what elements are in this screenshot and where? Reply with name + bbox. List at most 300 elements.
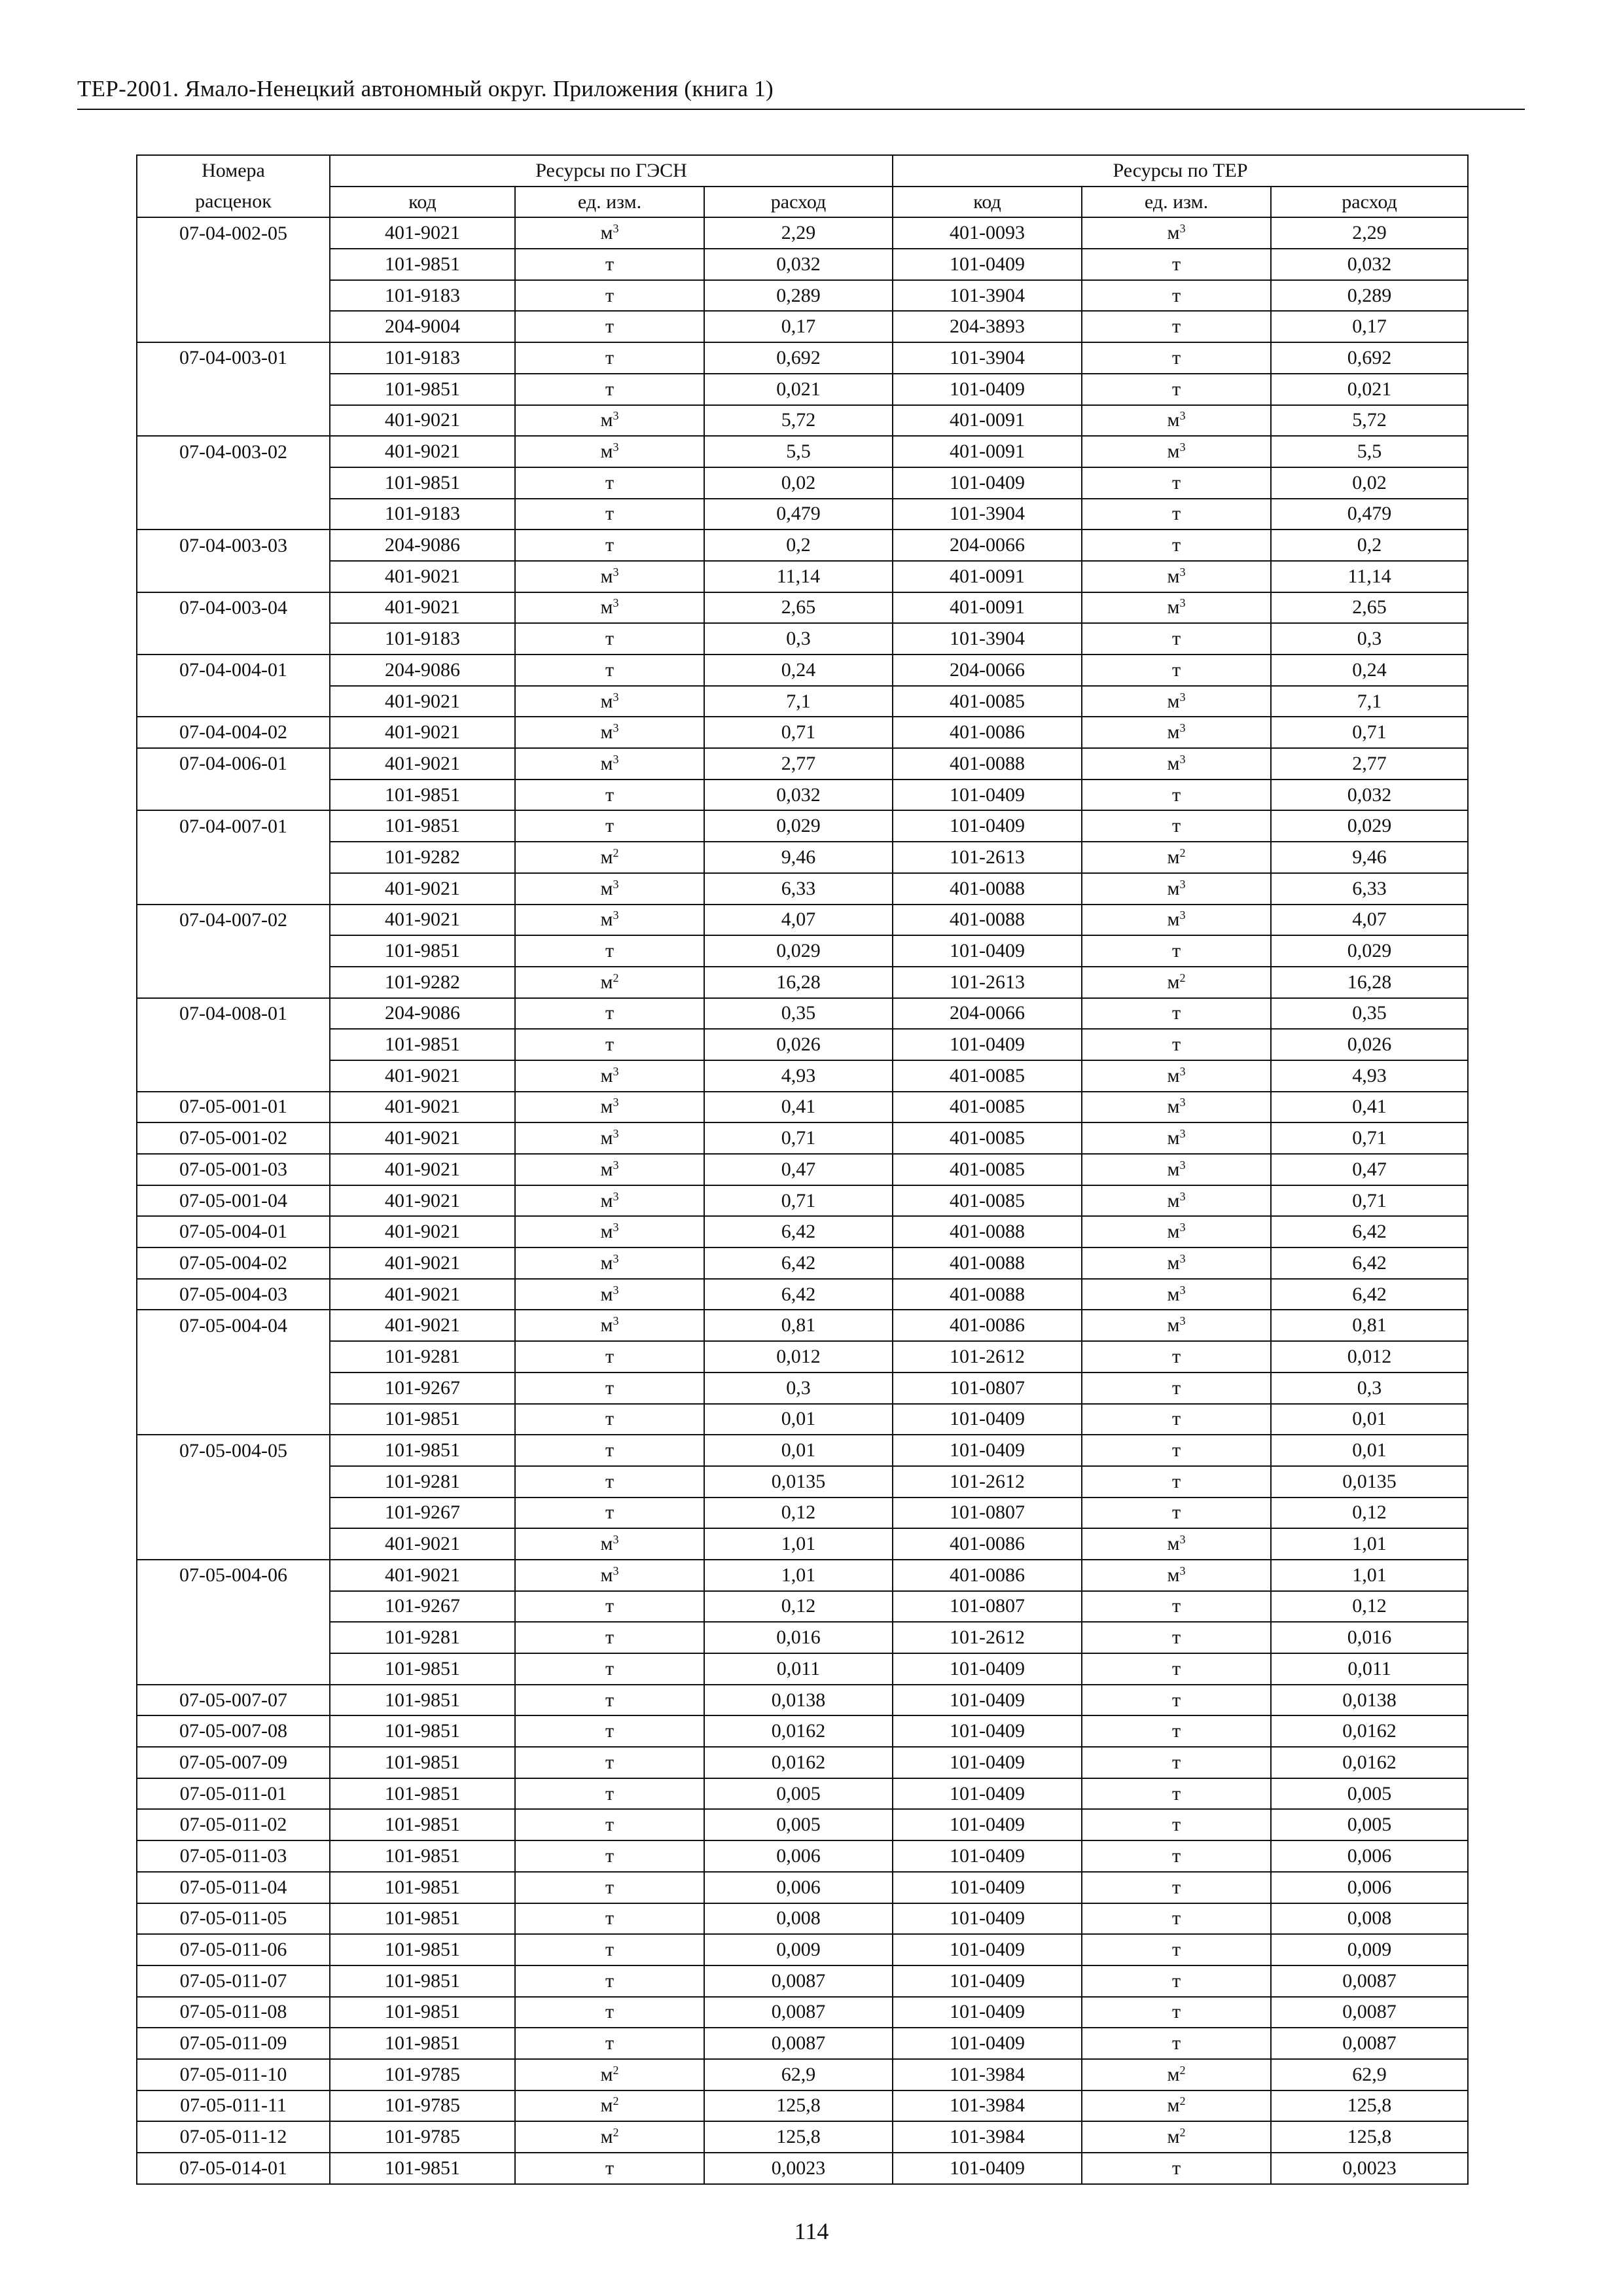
- gesn-amount-cell: 0,005: [704, 1778, 893, 1810]
- ter-unit-cell: т: [1082, 467, 1271, 499]
- table-row: [137, 1872, 1468, 1903]
- gesn-code-cell: 401-9021: [330, 592, 515, 624]
- ter-amount-cell: 0,021: [1271, 374, 1468, 405]
- table-row: [137, 374, 1468, 405]
- ter-code-cell: 401-0091: [893, 561, 1082, 592]
- gesn-unit-cell: т: [515, 623, 704, 655]
- ter-unit-cell: т: [1082, 780, 1271, 811]
- ter-amount-cell: 0,0138: [1271, 1685, 1468, 1716]
- gesn-unit-cell: т: [515, 1404, 704, 1435]
- gesn-unit-cell: т: [515, 1872, 704, 1903]
- gesn-unit-cell: т: [515, 1778, 704, 1810]
- ter-unit-cell: т: [1082, 1715, 1271, 1747]
- ter-code-cell: 101-0409: [893, 249, 1082, 280]
- gesn-amount-cell: 0,12: [704, 1591, 893, 1623]
- ter-code-cell: 101-3984: [893, 2090, 1082, 2122]
- rate-number-cell: [137, 1029, 330, 1060]
- ter-code-cell: 401-0088: [893, 873, 1082, 905]
- gesn-unit-cell: т: [515, 374, 704, 405]
- gesn-unit-cell: т: [515, 1903, 704, 1935]
- gesn-amount-cell: 0,029: [704, 810, 893, 842]
- gesn-unit-cell: т: [515, 1840, 704, 1872]
- ter-unit-cell: т: [1082, 810, 1271, 842]
- ter-unit-cell: $м^2$: [1082, 2059, 1271, 2090]
- ter-amount-cell: 0,41: [1271, 1092, 1468, 1123]
- gesn-code-cell: 204-9086: [330, 998, 515, 1030]
- gesn-amount-cell: 0,005: [704, 1809, 893, 1840]
- table-row: [137, 1185, 1468, 1217]
- gesn-amount-cell: 1,01: [704, 1528, 893, 1560]
- gesn-code-cell: 101-9851: [330, 2153, 515, 2184]
- gesn-code-cell: 401-9021: [330, 1060, 515, 1092]
- ter-code-cell: 101-0409: [893, 1653, 1082, 1685]
- table-row: [137, 342, 1468, 374]
- gesn-amount-cell: 0,35: [704, 998, 893, 1030]
- rate-number-cell: [137, 873, 330, 905]
- ter-amount-cell: 0,47: [1271, 1154, 1468, 1185]
- ter-code-cell: 101-0409: [893, 1997, 1082, 2028]
- gesn-code-cell: 101-9851: [330, 1809, 515, 1840]
- ter-unit-cell: т: [1082, 1997, 1271, 2028]
- gesn-unit-cell: т: [515, 1435, 704, 1466]
- gesn-unit-cell: т: [515, 467, 704, 499]
- table-row: [137, 967, 1468, 998]
- gesn-unit-cell: $м^3$: [515, 561, 704, 592]
- gesn-amount-cell: 1,01: [704, 1560, 893, 1591]
- rate-number-cell: 07-05-004-06: [137, 1560, 330, 1591]
- ter-code-cell: 401-0085: [893, 1092, 1082, 1123]
- ter-unit-cell: т: [1082, 249, 1271, 280]
- gesn-amount-cell: 0,71: [704, 1122, 893, 1154]
- gesn-unit-cell: т: [515, 1715, 704, 1747]
- ter-unit-cell: $м^2$: [1082, 842, 1271, 873]
- gesn-code-cell: 401-9021: [330, 873, 515, 905]
- ter-amount-cell: 62,9: [1271, 2059, 1468, 2090]
- table-row: [137, 1060, 1468, 1092]
- ter-unit-cell: т: [1082, 1965, 1271, 1997]
- gesn-amount-cell: 0,71: [704, 1185, 893, 1217]
- gesn-code-cell: 101-9851: [330, 1747, 515, 1778]
- ter-amount-cell: 11,14: [1271, 561, 1468, 592]
- ter-unit-cell: т: [1082, 1466, 1271, 1498]
- rate-number-cell: 07-05-007-07: [137, 1685, 330, 1716]
- ter-unit-cell: $м^3$: [1082, 717, 1271, 748]
- table-row: [137, 1934, 1468, 1965]
- ter-code-cell: 101-0807: [893, 1591, 1082, 1623]
- ter-amount-cell: 0,24: [1271, 655, 1468, 686]
- gesn-code-cell: 101-9281: [330, 1341, 515, 1372]
- table-row: [137, 1122, 1468, 1154]
- rate-number-cell: [137, 405, 330, 437]
- ter-amount-cell: 1,01: [1271, 1560, 1468, 1591]
- rate-number-cell: 07-05-011-10: [137, 2059, 330, 2090]
- gesn-unit-cell: $м^3$: [515, 686, 704, 717]
- rate-number-cell: [137, 1404, 330, 1435]
- gesn-unit-cell: т: [515, 935, 704, 967]
- gesn-code-cell: 101-9851: [330, 1934, 515, 1965]
- ter-code-cell: 101-0409: [893, 1965, 1082, 1997]
- ter-code-cell: 101-2612: [893, 1341, 1082, 1372]
- ter-code-cell: 101-0409: [893, 1715, 1082, 1747]
- ter-amount-cell: 0,01: [1271, 1435, 1468, 1466]
- ter-amount-cell: 0,12: [1271, 1591, 1468, 1623]
- ter-code-cell: 101-0409: [893, 1435, 1082, 1466]
- ter-code-cell: 401-0088: [893, 1247, 1082, 1279]
- ter-unit-cell: т: [1082, 1372, 1271, 1404]
- ter-amount-cell: 0,71: [1271, 1122, 1468, 1154]
- ter-amount-cell: 16,28: [1271, 967, 1468, 998]
- ter-code-cell: 101-3984: [893, 2059, 1082, 2090]
- ter-code-cell: 101-0409: [893, 810, 1082, 842]
- gesn-code-cell: 401-9021: [330, 1310, 515, 1341]
- gesn-unit-cell: $м^3$: [515, 1310, 704, 1341]
- gesn-code-cell: 101-9851: [330, 467, 515, 499]
- table-row: [137, 405, 1468, 437]
- ter-code-cell: 101-0409: [893, 1404, 1082, 1435]
- gesn-unit-cell: $м^3$: [515, 1247, 704, 1279]
- gesn-amount-cell: 0,011: [704, 1653, 893, 1685]
- gesn-amount-cell: 0,47: [704, 1154, 893, 1185]
- gesn-amount-cell: 0,01: [704, 1435, 893, 1466]
- table-row: [137, 2059, 1468, 2090]
- ter-code-cell: 101-0409: [893, 1872, 1082, 1903]
- table-row: [137, 655, 1468, 686]
- gesn-amount-cell: 6,42: [704, 1216, 893, 1247]
- ter-unit-cell: т: [1082, 529, 1271, 561]
- table-row: [137, 623, 1468, 655]
- ter-unit-cell: т: [1082, 280, 1271, 312]
- gesn-code-cell: 204-9086: [330, 529, 515, 561]
- gesn-unit-cell: $м^2$: [515, 842, 704, 873]
- gesn-unit-cell: т: [515, 499, 704, 530]
- gesn-code-cell: 101-9851: [330, 249, 515, 280]
- gesn-amount-cell: 62,9: [704, 2059, 893, 2090]
- gesn-unit-cell: т: [515, 1466, 704, 1498]
- gesn-amount-cell: 0,008: [704, 1903, 893, 1935]
- table-row: [137, 529, 1468, 561]
- ter-code-cell: 101-0409: [893, 1809, 1082, 1840]
- gesn-code-cell: 401-9021: [330, 1279, 515, 1310]
- ter-amount-cell: 0,0023: [1271, 2153, 1468, 2184]
- ter-amount-cell: 6,42: [1271, 1279, 1468, 1310]
- table-row: [137, 935, 1468, 967]
- ter-amount-cell: 0,71: [1271, 717, 1468, 748]
- gesn-amount-cell: 6,42: [704, 1279, 893, 1310]
- ter-unit-cell: т: [1082, 1778, 1271, 1810]
- ter-amount-cell: 6,42: [1271, 1247, 1468, 1279]
- gesn-unit-cell: т: [515, 1747, 704, 1778]
- gesn-amount-header: расход: [704, 187, 893, 218]
- gesn-amount-cell: 0,021: [704, 374, 893, 405]
- ter-amount-cell: 125,8: [1271, 2090, 1468, 2122]
- ter-unit-cell: $м^3$: [1082, 1247, 1271, 1279]
- ter-amount-cell: 6,42: [1271, 1216, 1468, 1247]
- gesn-unit-cell: $м^3$: [515, 1528, 704, 1560]
- ter-amount-cell: 125,8: [1271, 2121, 1468, 2153]
- gesn-unit-cell: т: [515, 1622, 704, 1653]
- gesn-code-cell: 101-9851: [330, 1872, 515, 1903]
- rate-number-cell: 07-04-003-03: [137, 529, 330, 561]
- ter-unit-cell: т: [1082, 1809, 1271, 1840]
- table-row: [137, 1685, 1468, 1716]
- ter-amount-cell: 0,0087: [1271, 1997, 1468, 2028]
- ter-code-cell: 101-0409: [893, 935, 1082, 967]
- gesn-unit-cell: т: [515, 1965, 704, 1997]
- rate-number-cell: 07-05-011-05: [137, 1903, 330, 1935]
- gesn-unit-cell: $м^3$: [515, 1185, 704, 1217]
- gesn-amount-cell: 0,006: [704, 1872, 893, 1903]
- table-row: [137, 592, 1468, 624]
- gesn-code-cell: 101-9183: [330, 499, 515, 530]
- ter-code-cell: 101-0409: [893, 467, 1082, 499]
- gesn-unit-cell: т: [515, 1341, 704, 1372]
- gesn-code-cell: 401-9021: [330, 1092, 515, 1123]
- gesn-unit-cell: т: [515, 998, 704, 1030]
- gesn-unit-cell: $м^3$: [515, 405, 704, 437]
- ter-unit-cell: т: [1082, 2153, 1271, 2184]
- page-number: 114: [794, 2218, 829, 2244]
- ter-amount-cell: 0,81: [1271, 1310, 1468, 1341]
- ter-amount-cell: 2,65: [1271, 592, 1468, 624]
- ter-amount-cell: 5,5: [1271, 436, 1468, 467]
- rate-number-cell: [137, 280, 330, 312]
- ter-code-cell: 101-0409: [893, 1903, 1082, 1935]
- ter-unit-cell: $м^3$: [1082, 748, 1271, 780]
- ter-amount-cell: 2,29: [1271, 217, 1468, 249]
- ter-amount-cell: 0,692: [1271, 342, 1468, 374]
- gesn-unit-cell: т: [515, 2028, 704, 2059]
- gesn-unit-cell: т: [515, 311, 704, 342]
- gesn-unit-cell: $м^2$: [515, 2121, 704, 2153]
- ter-code-cell: 101-3904: [893, 342, 1082, 374]
- table-row: [137, 1092, 1468, 1123]
- rate-number-cell: 07-04-002-05: [137, 217, 330, 249]
- table-row: [137, 1809, 1468, 1840]
- ter-amount-cell: 0,026: [1271, 1029, 1468, 1060]
- rate-number-cell: [137, 374, 330, 405]
- ter-code-cell: 401-0088: [893, 1216, 1082, 1247]
- gesn-unit-cell: т: [515, 1372, 704, 1404]
- ter-unit-cell: т: [1082, 623, 1271, 655]
- table-row: [137, 2090, 1468, 2122]
- gesn-code-cell: 401-9021: [330, 561, 515, 592]
- rate-number-cell: [137, 1528, 330, 1560]
- rate-number-cell: [137, 623, 330, 655]
- gesn-amount-cell: 0,71: [704, 717, 893, 748]
- ter-code-cell: 401-0085: [893, 1122, 1082, 1154]
- gesn-resources-header: Ресурсы по ГЭСН: [330, 155, 893, 187]
- table-row: [137, 561, 1468, 592]
- ter-code-cell: 401-0085: [893, 1060, 1082, 1092]
- table-row: [137, 1591, 1468, 1623]
- gesn-amount-cell: 0,41: [704, 1092, 893, 1123]
- ter-unit-cell: $м^3$: [1082, 592, 1271, 624]
- table-row: [137, 1528, 1468, 1560]
- ter-unit-cell: $м^3$: [1082, 1092, 1271, 1123]
- gesn-code-cell: 101-9851: [330, 1997, 515, 2028]
- gesn-amount-cell: 0,029: [704, 935, 893, 967]
- ter-code-cell: 204-0066: [893, 655, 1082, 686]
- ter-unit-cell: $м^3$: [1082, 1060, 1271, 1092]
- rate-number-cell: [137, 1060, 330, 1092]
- rate-number-cell: [137, 935, 330, 967]
- ter-amount-cell: 0,01: [1271, 1404, 1468, 1435]
- gesn-unit-cell: $м^3$: [515, 1122, 704, 1154]
- rate-number-cell: [137, 967, 330, 998]
- ter-code-cell: 101-3984: [893, 2121, 1082, 2153]
- gesn-unit-cell: $м^3$: [515, 1060, 704, 1092]
- ter-unit-cell: т: [1082, 1029, 1271, 1060]
- ter-code-cell: 101-0409: [893, 1778, 1082, 1810]
- gesn-code-cell: 401-9021: [330, 405, 515, 437]
- gesn-unit-cell: т: [515, 1653, 704, 1685]
- gesn-amount-cell: 0,692: [704, 342, 893, 374]
- gesn-code-cell: 101-9851: [330, 1435, 515, 1466]
- rate-number-cell: 07-05-001-01: [137, 1092, 330, 1123]
- gesn-amount-cell: 4,93: [704, 1060, 893, 1092]
- ter-unit-cell: т: [1082, 1934, 1271, 1965]
- table-row: [137, 1341, 1468, 1372]
- rate-number-cell: 07-05-014-01: [137, 2153, 330, 2184]
- ter-amount-cell: 0,006: [1271, 1840, 1468, 1872]
- gesn-code-cell: 101-9281: [330, 1622, 515, 1653]
- rate-number-cell: [137, 1653, 330, 1685]
- ter-unit-cell: т: [1082, 1498, 1271, 1529]
- gesn-code-cell: 401-9021: [330, 717, 515, 748]
- ter-code-cell: 101-0409: [893, 1840, 1082, 1872]
- table-row: [137, 717, 1468, 748]
- rate-number-cell: 07-05-011-01: [137, 1778, 330, 1810]
- ter-amount-cell: 0,009: [1271, 1934, 1468, 1965]
- ter-unit-cell: т: [1082, 1591, 1271, 1623]
- gesn-code-cell: 101-9851: [330, 2028, 515, 2059]
- ter-code-cell: 401-0086: [893, 1310, 1082, 1341]
- gesn-amount-cell: 0,026: [704, 1029, 893, 1060]
- ter-unit-cell: $м^3$: [1082, 1154, 1271, 1185]
- gesn-unit-cell: $м^2$: [515, 2090, 704, 2122]
- gesn-amount-cell: 0,0087: [704, 1997, 893, 2028]
- table-subheader-row: [137, 187, 1468, 218]
- table-row: [137, 436, 1468, 467]
- gesn-code-cell: 204-9004: [330, 311, 515, 342]
- gesn-amount-cell: 0,032: [704, 249, 893, 280]
- ter-amount-cell: 0,0135: [1271, 1466, 1468, 1498]
- table-row: [137, 1029, 1468, 1060]
- ter-amount-cell: 0,71: [1271, 1185, 1468, 1217]
- ter-unit-cell: т: [1082, 1435, 1271, 1466]
- gesn-unit-cell: $м^3$: [515, 905, 704, 936]
- gesn-amount-cell: 0,2: [704, 529, 893, 561]
- gesn-code-cell: 101-9851: [330, 1840, 515, 1872]
- rate-number-cell: 07-05-011-09: [137, 2028, 330, 2059]
- table-row: [137, 2028, 1468, 2059]
- gesn-unit-cell: т: [515, 280, 704, 312]
- table-row: [137, 842, 1468, 873]
- gesn-amount-cell: 0,17: [704, 311, 893, 342]
- ter-code-cell: 101-0409: [893, 1029, 1082, 1060]
- gesn-code-cell: 101-9785: [330, 2121, 515, 2153]
- gesn-unit-cell: т: [515, 1809, 704, 1840]
- gesn-unit-cell: $м^3$: [515, 1279, 704, 1310]
- ter-unit-cell: $м^3$: [1082, 1310, 1271, 1341]
- gesn-code-header: код: [330, 187, 515, 218]
- table-row: [137, 1997, 1468, 2028]
- gesn-amount-cell: 0,009: [704, 1934, 893, 1965]
- table-header-row: [137, 155, 1468, 187]
- gesn-code-cell: 401-9021: [330, 1528, 515, 1560]
- ter-code-cell: 101-0807: [893, 1372, 1082, 1404]
- rate-number-cell: [137, 780, 330, 811]
- rate-number-cell: 07-05-007-08: [137, 1715, 330, 1747]
- running-header: ТЕР-2001. Ямало-Ненецкий автономный округ. Приложения (книга 1): [77, 73, 1525, 110]
- rate-number-cell: 07-04-006-01: [137, 748, 330, 780]
- gesn-code-cell: 401-9021: [330, 686, 515, 717]
- gesn-code-cell: 101-9183: [330, 342, 515, 374]
- ter-code-cell: 101-0409: [893, 1934, 1082, 1965]
- ter-code-cell: 101-0409: [893, 1685, 1082, 1716]
- table-row: [137, 1372, 1468, 1404]
- rate-number-cell: [137, 561, 330, 592]
- ter-amount-cell: 9,46: [1271, 842, 1468, 873]
- ter-amount-cell: 0,006: [1271, 1872, 1468, 1903]
- ter-code-cell: 101-0409: [893, 374, 1082, 405]
- gesn-code-cell: 204-9086: [330, 655, 515, 686]
- rate-number-cell: [137, 467, 330, 499]
- ter-code-cell: 401-0093: [893, 217, 1082, 249]
- ter-unit-cell: т: [1082, 1747, 1271, 1778]
- gesn-unit-cell: т: [515, 2153, 704, 2184]
- gesn-code-cell: 401-9021: [330, 1154, 515, 1185]
- ter-amount-cell: 0,029: [1271, 935, 1468, 967]
- ter-amount-cell: 0,0087: [1271, 2028, 1468, 2059]
- ter-amount-cell: 0,008: [1271, 1903, 1468, 1935]
- ter-code-cell: 204-0066: [893, 529, 1082, 561]
- ter-unit-cell: $м^3$: [1082, 1185, 1271, 1217]
- table-row: [137, 1903, 1468, 1935]
- gesn-code-cell: 401-9021: [330, 748, 515, 780]
- ter-amount-cell: 0,005: [1271, 1778, 1468, 1810]
- table-row: [137, 1498, 1468, 1529]
- gesn-amount-cell: 9,46: [704, 842, 893, 873]
- ter-code-cell: 401-0086: [893, 1528, 1082, 1560]
- rate-number-cell: [137, 1498, 330, 1529]
- table-row: [137, 1435, 1468, 1466]
- ter-amount-cell: 1,01: [1271, 1528, 1468, 1560]
- gesn-unit-cell: $м^3$: [515, 217, 704, 249]
- rate-number-cell: 07-05-004-05: [137, 1435, 330, 1466]
- gesn-code-cell: 101-9267: [330, 1498, 515, 1529]
- ter-unit-cell: т: [1082, 1840, 1271, 1872]
- ter-amount-cell: 0,0087: [1271, 1965, 1468, 1997]
- gesn-code-cell: 401-9021: [330, 1247, 515, 1279]
- ter-code-cell: 101-2612: [893, 1622, 1082, 1653]
- gesn-amount-cell: 0,01: [704, 1404, 893, 1435]
- gesn-amount-cell: 0,012: [704, 1341, 893, 1372]
- gesn-amount-cell: 0,0135: [704, 1466, 893, 1498]
- table-row: [137, 467, 1468, 499]
- rate-number-cell: 07-05-001-02: [137, 1122, 330, 1154]
- gesn-code-cell: 101-9183: [330, 623, 515, 655]
- table-row: [137, 873, 1468, 905]
- gesn-code-cell: 101-9785: [330, 2059, 515, 2090]
- table-row: [137, 1216, 1468, 1247]
- ter-amount-cell: 4,93: [1271, 1060, 1468, 1092]
- gesn-amount-cell: 16,28: [704, 967, 893, 998]
- rate-number-cell: 07-05-004-04: [137, 1310, 330, 1341]
- rate-number-cell: 07-05-004-02: [137, 1247, 330, 1279]
- gesn-unit-cell: т: [515, 1591, 704, 1623]
- gesn-amount-cell: 5,72: [704, 405, 893, 437]
